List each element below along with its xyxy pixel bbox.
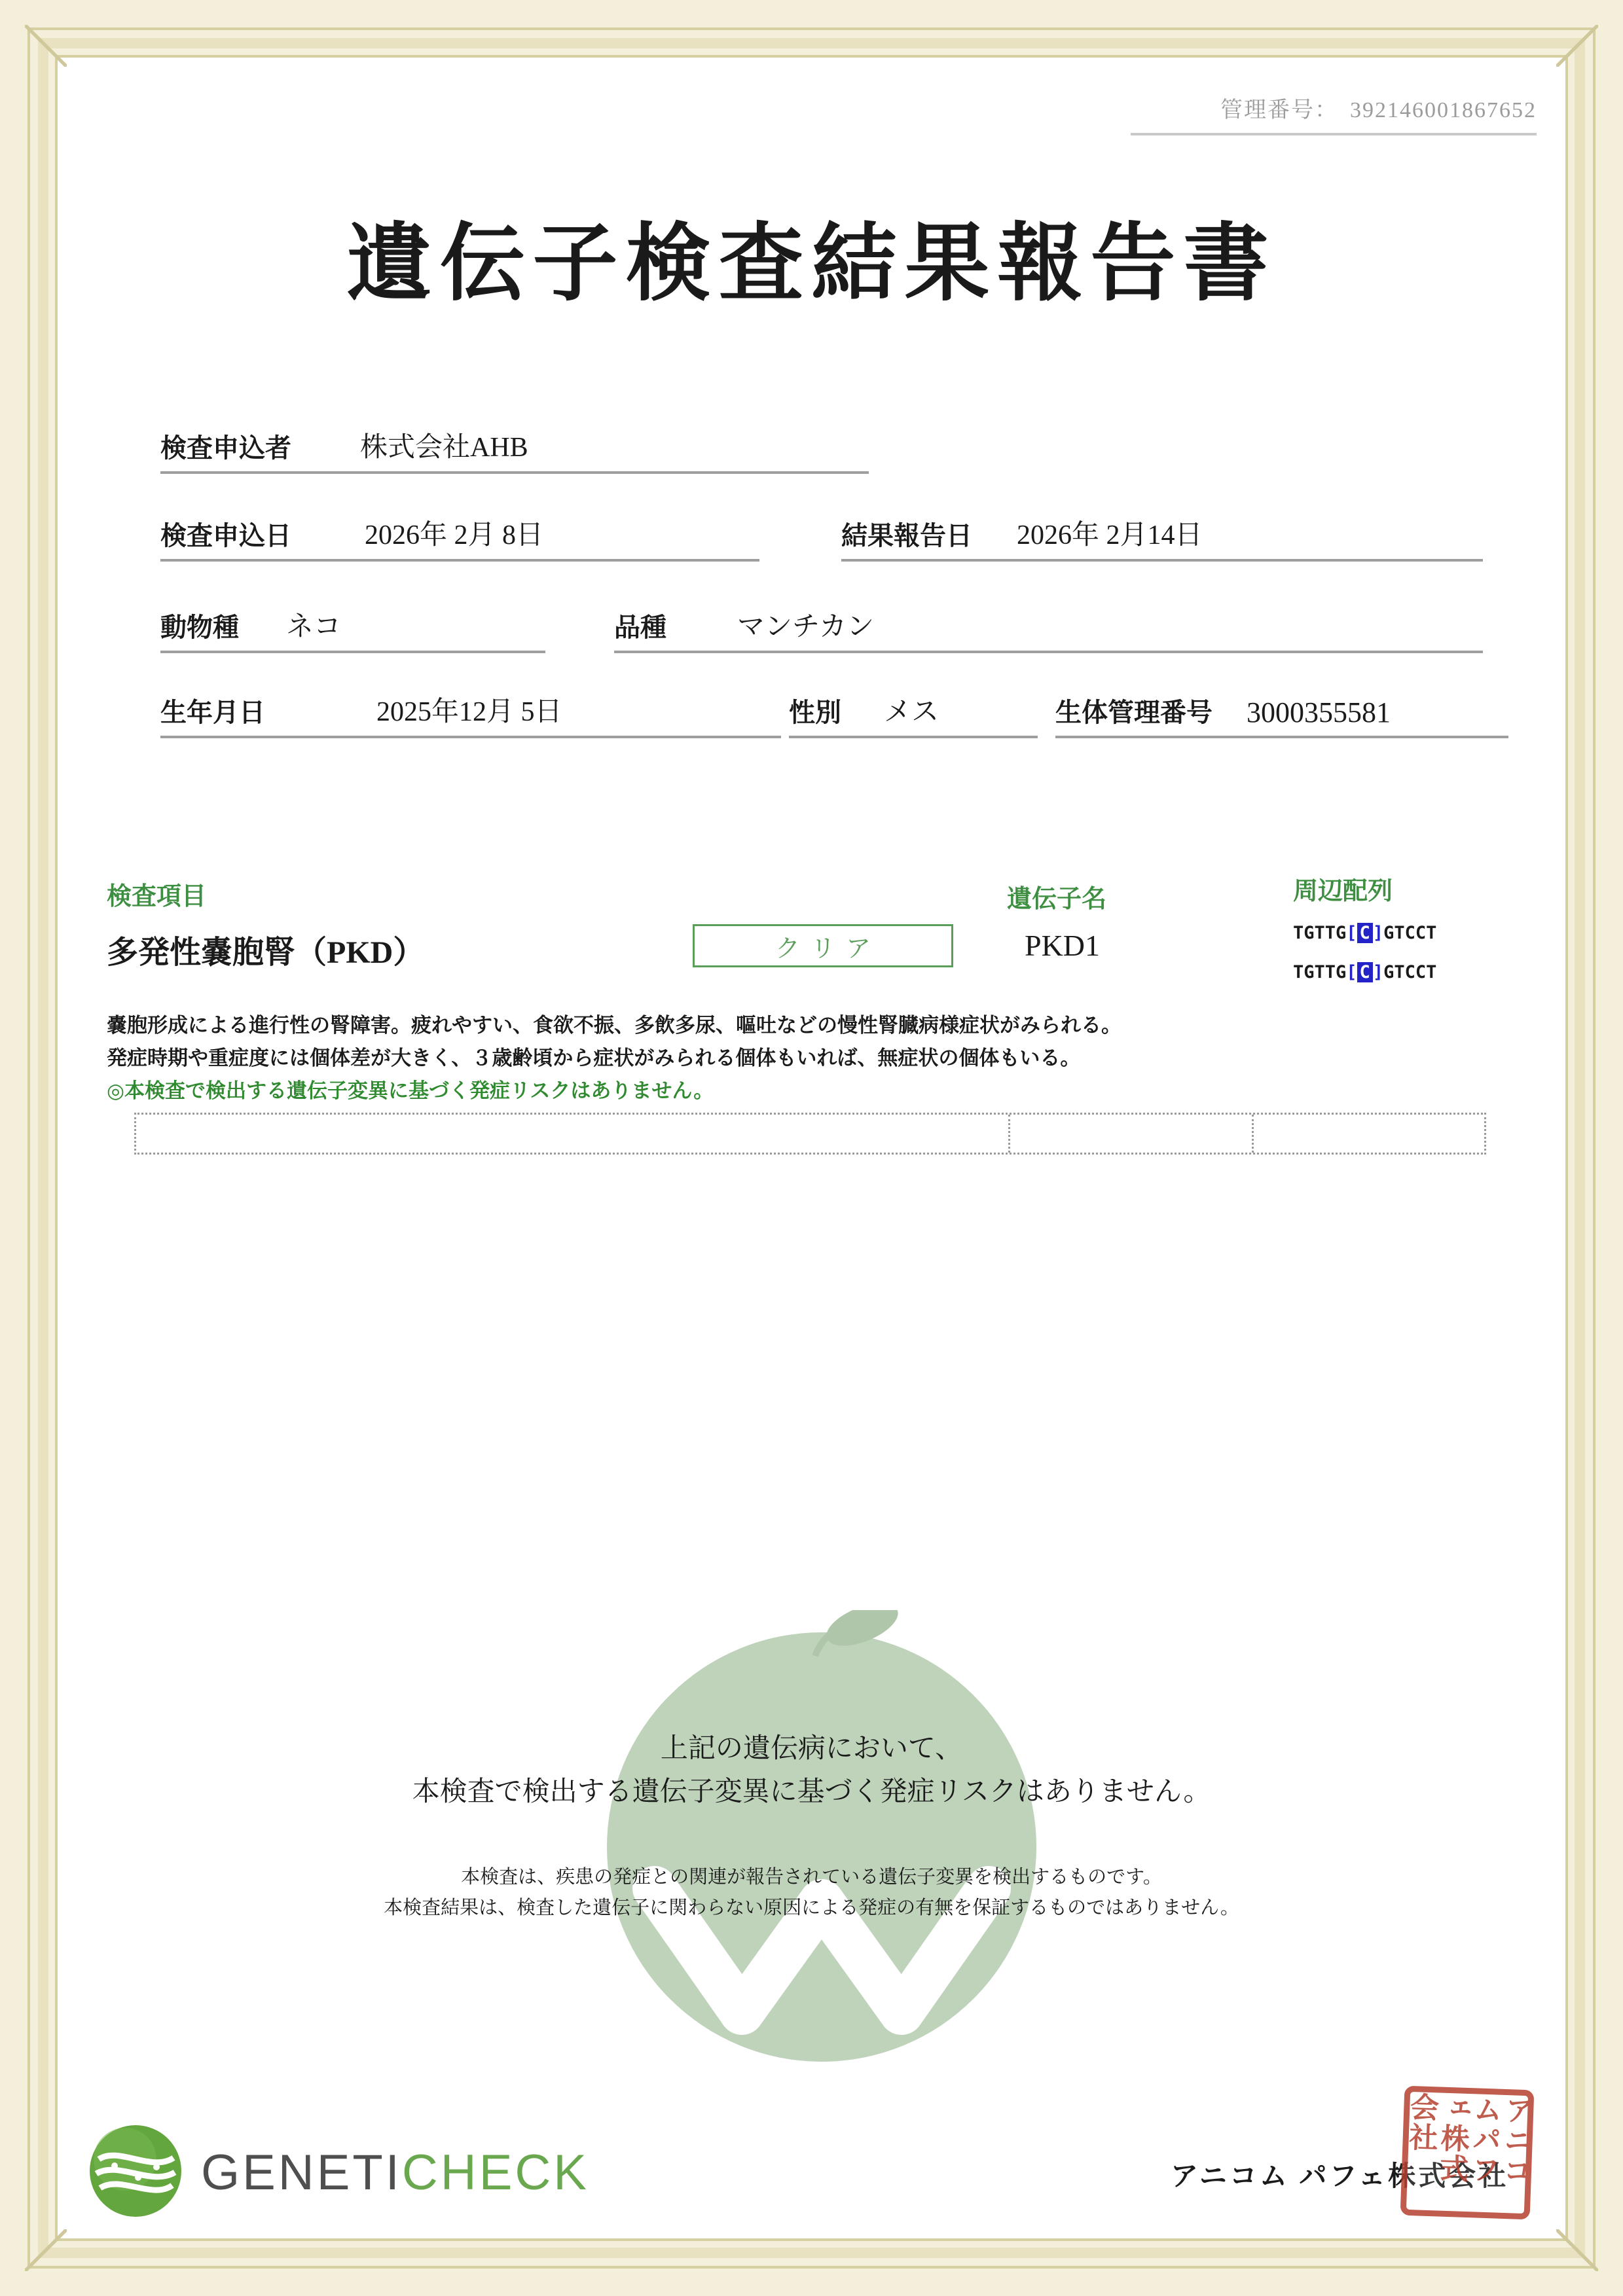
field-breed (614, 606, 1483, 653)
field-birth-date (160, 691, 781, 738)
sequence-before: TGTTG (1293, 923, 1347, 943)
management-number-label: 管理番号： (1220, 98, 1338, 122)
field-species (160, 606, 545, 653)
birth-date-label: 生年月日 (160, 698, 265, 727)
logo-text-primary: GENETI (201, 2145, 402, 2200)
birth-date-value: 2025年12月 5日 (376, 697, 562, 727)
report-date-label: 結果報告日 (841, 521, 972, 550)
logo-text-secondary: CHECK (401, 2145, 589, 2200)
report-date-value: 2026年 2月14日 (1017, 520, 1203, 550)
sex-value: メス (884, 697, 939, 727)
sequence-bracket-close: ] (1372, 923, 1384, 943)
sequence-block (1293, 914, 1436, 992)
species-label: 動物種 (160, 613, 239, 642)
risk-note: ◎本検査で検出する遺伝子変異に基づく発症リスクはありません。 (107, 1079, 714, 1102)
sequence-after: GTCCT (1383, 962, 1437, 982)
test-item-name: 多発性嚢胞腎（PKD） (107, 935, 425, 970)
sequence-line-1 (1293, 914, 1436, 953)
page-title: 遺伝子検査結果報告書 (346, 217, 1277, 312)
summary-line-1: 上記の遺伝病において、 (660, 1732, 963, 1763)
geneticheck-logo (87, 2123, 589, 2223)
breed-label: 品種 (614, 613, 666, 642)
species-value: ネコ (286, 612, 342, 642)
dna-globe-icon (87, 2123, 184, 2223)
watermark-logo (593, 1610, 1051, 2068)
frame-corner-top-right (1556, 25, 1598, 67)
sex-label: 性別 (789, 698, 841, 727)
animal-id-value: 3000355581 (1247, 696, 1391, 728)
applicant-label: 検査申込者 (160, 433, 291, 463)
gene-name-value: PKD1 (1025, 929, 1101, 962)
seal-text: アニコムパフェ株式会社 (1404, 2091, 1533, 2187)
field-sex (789, 691, 1038, 738)
empty-result-row (134, 1113, 1486, 1155)
sequence-line-2 (1293, 953, 1436, 992)
company-seal-stamp (1400, 2086, 1535, 2220)
field-report-date (841, 514, 1483, 562)
column-header-gene-name: 遺伝子名 (1007, 886, 1107, 913)
field-animal-id (1055, 691, 1508, 738)
empty-cell-item (136, 1115, 1010, 1153)
sequence-variant: C (1357, 962, 1373, 982)
frame-corner-bottom-right (1556, 2229, 1598, 2271)
breed-value: マンチカン (737, 612, 875, 642)
disease-description (107, 1009, 1521, 1107)
apply-date-label: 検査申込日 (160, 521, 291, 550)
summary-note-2: 本検査結果は、検査した遺伝子に関わらない原因による発症の有無を保証するものではありません。 (384, 1897, 1239, 1918)
empty-cell-sequence (1254, 1115, 1484, 1153)
empty-cell-gene (1010, 1115, 1254, 1153)
column-header-test-item: 検査項目 (107, 883, 207, 910)
sequence-bracket-open: [ (1346, 962, 1357, 982)
description-line-2: 発症時期や重症度には個体差が大きく、３歳齢頃から症状がみられる個体もいれば、無症状の個体もいる。 (107, 1047, 1081, 1069)
apply-date-value: 2026年 2月 8日 (365, 520, 544, 550)
summary-line-2: 本検査で検出する遺伝子変異に基づく発症リスクはありません。 (412, 1776, 1211, 1806)
result-status-badge: クリア (693, 924, 953, 967)
column-header-sequence: 周辺配列 (1293, 878, 1393, 905)
logo-wordmark (201, 2144, 589, 2201)
summary-note-1: 本検査は、疾患の発症との関連が報告されている遺伝子変異を検出するものです。 (461, 1867, 1162, 1888)
management-number-value: 392146001867652 (1350, 98, 1537, 122)
description-line-1: 嚢胞形成による進行性の腎障害。疲れやすい、食欲不振、多飲多尿、嘔吐などの慢性腎臓病様症状がみられる。 (107, 1014, 1122, 1037)
field-apply-date (160, 514, 759, 562)
management-number-line (1131, 92, 1537, 135)
sequence-after: GTCCT (1383, 923, 1437, 943)
sequence-before: TGTTG (1293, 962, 1347, 982)
animal-id-label: 生体管理番号 (1055, 698, 1213, 727)
sequence-bracket-open: [ (1346, 923, 1357, 943)
frame-corner-bottom-left (25, 2229, 67, 2271)
sequence-bracket-close: ] (1372, 962, 1384, 982)
frame-corner-top-left (25, 25, 67, 67)
sequence-variant: C (1357, 923, 1373, 943)
applicant-value: 株式会社AHB (360, 433, 528, 463)
field-applicant (160, 427, 869, 474)
company-name: アニコム パフェ株式会社 (1171, 2162, 1509, 2192)
